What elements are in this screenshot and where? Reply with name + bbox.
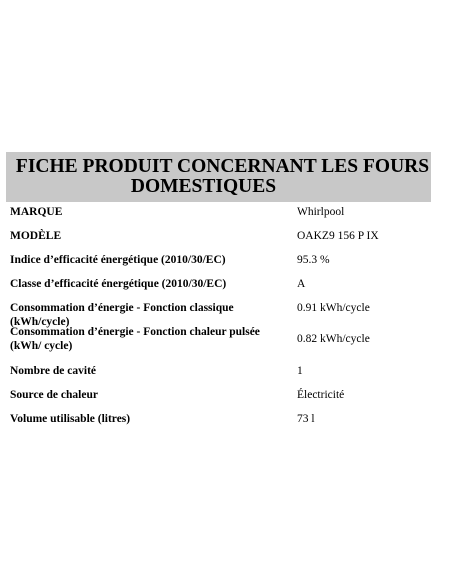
row-label-consumption-classic: Consommation d’énergie - Fonction classique (kWh/cycle): [10, 302, 234, 328]
fiche-title-line1: FICHE PRODUIT CONCERNANT LES FOURS: [15, 156, 430, 177]
row-label-efficiency-index: Indice d’efficacité énergétique (2010/30/EC): [10, 254, 226, 266]
table-row: [6, 364, 431, 388]
row-label-brand: MARQUE: [10, 206, 63, 218]
table-row: [6, 205, 431, 229]
row-value-efficiency-class: A: [297, 278, 306, 290]
row-label-consumption-fan: Consommation d’énergie - Fonction chaleur pulsée (kWh/ cycle): [10, 326, 260, 352]
row-label-usable-volume: Volume utilisable (litres): [10, 413, 131, 425]
row-label-cavity-count: Nombre de cavité: [10, 365, 97, 377]
row-value-heat-source: Électricité: [297, 389, 345, 401]
table-row: [6, 325, 431, 364]
product-fiche: [6, 152, 431, 436]
row-value-usable-volume: 73 l: [297, 413, 315, 425]
row-value-brand: Whirlpool: [297, 206, 345, 218]
table-row: [6, 412, 431, 436]
table-row: [6, 253, 431, 277]
table-row: [6, 388, 431, 412]
table-row: [6, 301, 431, 328]
row-label-model: MODÈLE: [10, 230, 62, 242]
fiche-table: [6, 205, 431, 436]
row-value-model: OAKZ9 156 P IX: [297, 230, 379, 242]
table-row: [6, 229, 431, 253]
row-value-cavity-count: 1: [297, 365, 303, 377]
row-label-efficiency-class: Classe d’efficacité énergétique (2010/30/EC): [10, 278, 227, 290]
table-row: [6, 277, 431, 301]
fiche-title-line2: DOMESTIQUES: [130, 176, 277, 197]
row-value-efficiency-index: 95.3 %: [297, 254, 330, 266]
fiche-title: [6, 152, 431, 202]
row-label-heat-source: Source de chaleur: [10, 389, 98, 401]
row-value-consumption-classic: 0.91 kWh/cycle: [297, 302, 370, 314]
row-value-consumption-fan: 0.82 kWh/cycle: [297, 333, 370, 345]
